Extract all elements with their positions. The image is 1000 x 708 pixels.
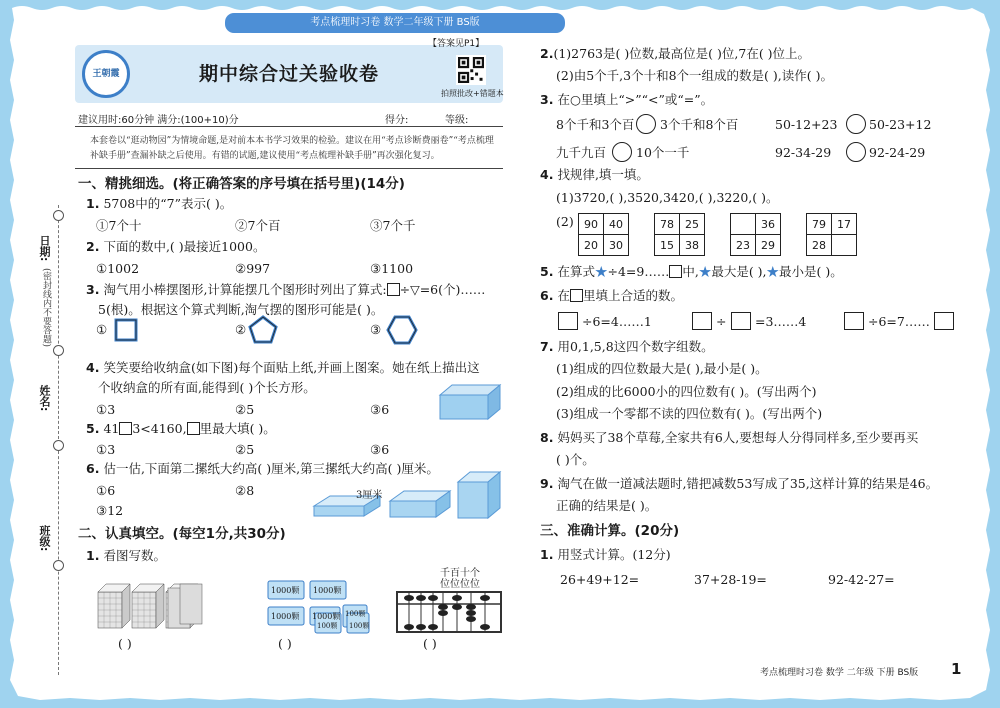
q7-part3: (3)组成一个零都不读的四位数有( )。(写出两个): [556, 406, 823, 421]
fill-question-1: 1. 看图写数。: [86, 548, 166, 563]
hundred-flats-icon: [166, 580, 212, 632]
blank-box: [669, 265, 682, 278]
star-icon: ★: [594, 264, 608, 279]
option[interactable]: ①3: [96, 402, 116, 417]
question-3: 3. 淘气用小棒摆图形,计算能摆几个图形时列出了算式: ÷▽=6(个)……: [86, 282, 486, 297]
page-number: 1: [951, 660, 962, 678]
paper-title: 期中综合过关验收卷: [198, 63, 379, 85]
compare-left: 92-34-29: [775, 145, 832, 160]
brand-logo: 王朝霞: [82, 50, 130, 98]
pattern-line-2-label: (2): [556, 214, 574, 229]
answer-ref: 【答案见P1】: [428, 39, 485, 49]
q8-cont: ( )个。: [556, 452, 595, 467]
section-3-heading: 三、准确计算。(20分): [540, 523, 680, 539]
answer-blank[interactable]: ( ): [278, 636, 292, 651]
option[interactable]: ②7个百: [235, 218, 281, 233]
storage-box-icon: [438, 383, 502, 421]
seal-ring: [53, 345, 64, 356]
abacus-icon: [395, 590, 503, 634]
number-grid-1: 90 40 20 30: [578, 213, 629, 256]
division-2a: ÷: [716, 314, 727, 329]
number-grid-4[interactable]: 79 17 28: [806, 213, 857, 256]
option[interactable]: ②: [235, 322, 247, 337]
compare-right: 10个一千: [636, 145, 690, 160]
height-label: 3厘米: [356, 490, 383, 501]
blank-box: [119, 422, 132, 435]
compare-left: 九千九百: [556, 145, 607, 160]
grade-label: 等级:: [445, 115, 469, 126]
answer-box[interactable]: [558, 312, 578, 330]
section-2-heading: 二、认真填空。(每空1分,共30分): [78, 526, 286, 542]
calc-question-1: 1. 用竖式计算。(12分): [540, 547, 671, 562]
compare-left: 50-12+23: [775, 117, 838, 132]
footer-text: 考点梳理时习卷 数学 二年级 下册 BS版: [760, 668, 919, 678]
blank-box: [570, 289, 583, 302]
option[interactable]: ③: [370, 322, 382, 337]
top-banner: 考点梳理时习卷 数学二年级下册 BS版: [225, 13, 565, 33]
division-1: ÷6=4……1: [582, 314, 652, 329]
option[interactable]: ①1002: [96, 261, 140, 276]
number-grid-2: 78 25 15 38: [654, 213, 705, 256]
option[interactable]: ③7个千: [370, 218, 416, 233]
option[interactable]: ①7个十: [96, 218, 142, 233]
seal-ring: [53, 210, 64, 221]
option[interactable]: ②997: [235, 261, 271, 276]
intro-text: 本套卷以“逛动物园”为情境命题,是对前本本书学习效果的检验。建议在用“考点诊断费丽卷”“考点梳理补缺手册”查漏补缺之后使用。有错的试题,建议使用“考点梳理补缺手册”再次强化复习。: [90, 136, 494, 161]
calc-expression: 37+28-19=: [694, 572, 767, 587]
name-label: 姓名:: [38, 385, 51, 412]
question-5: 5. 41 3<4160, 里最大填( )。: [86, 421, 276, 436]
paper-stack-2-icon: [388, 483, 454, 521]
answer-box[interactable]: [934, 312, 954, 330]
answer-blank[interactable]: ( ): [423, 636, 437, 651]
pattern-line-1: (1)3720,( ),3520,3420,( ),3220,( )。: [556, 190, 779, 205]
calc-expression: 92-42-27=: [828, 572, 895, 587]
fill-question-9: 9. 淘气在做一道减法题时,错把减数53写成了35,这样计算的结果是46。: [540, 476, 939, 491]
binding-note: (密封线内不要答题): [41, 268, 51, 348]
option[interactable]: ①6: [96, 483, 116, 498]
option[interactable]: ③6: [370, 442, 390, 457]
pentagon-sticks-icon: [248, 315, 278, 345]
star-icon: ★: [766, 264, 780, 279]
fill-question-2: 2.(1)2763是( )位数,最高位是( )位,7在( )位上。: [540, 46, 811, 61]
compare-circle[interactable]: [846, 142, 866, 162]
compare-right: 92-24-29: [869, 145, 926, 160]
jar-label: 100颗: [317, 622, 338, 630]
division-2b: =3……4: [755, 314, 807, 329]
option[interactable]: ③1100: [370, 261, 414, 276]
jar-label: 1000颗: [271, 612, 300, 621]
fill-question-5: 5. 在算式★÷4=9…… 中,★最大是( ),★最小是( )。: [540, 264, 843, 279]
date-label: 日期:: [38, 235, 51, 262]
answer-box[interactable]: [731, 312, 751, 330]
option[interactable]: ①: [96, 322, 108, 337]
qr-code-icon[interactable]: [456, 55, 486, 85]
option[interactable]: ③6: [370, 402, 390, 417]
compare-right: 3个千和8个百: [660, 117, 739, 132]
question-3-cont: 5(根)。根据这个算式判断,淘气摆的图形可能是( )。: [98, 302, 384, 317]
q7-part2: (2)组成的比6000小的四位数有( )。(写出两个): [556, 384, 817, 399]
question-6: 6. 估一估,下面第二摞纸大约高( )厘米,第三摞纸大约高( )厘米。: [86, 461, 439, 476]
time-score-info: 建议用时:60分钟 满分:(100+10)分: [78, 115, 239, 126]
jar-label: 1000颗: [313, 586, 342, 595]
abacus-header-2: 位位位位: [440, 579, 480, 590]
answer-blank[interactable]: ( ): [118, 636, 132, 651]
fill-question-8: 8. 妈妈买了38个草莓,全家共有6人,要想每人分得同样多,至少要再买: [540, 430, 919, 445]
title-banner: [75, 45, 503, 103]
q9-cont: 正确的结果是( )。: [556, 498, 658, 513]
fill-question-6: 6. 在 里填上合适的数。: [540, 288, 683, 303]
fill-question-2-part2: (2)由5个千,3个十和8个一组成的数是( ),读作( )。: [556, 68, 833, 83]
option[interactable]: ②8: [235, 483, 255, 498]
divider: [75, 168, 503, 169]
star-icon: ★: [698, 264, 712, 279]
calc-expression: 26+49+12=: [560, 572, 640, 587]
compare-circle[interactable]: [636, 114, 656, 134]
option[interactable]: ③12: [96, 503, 124, 518]
question-4: 4. 笑笑要给收纳盒(如下图)每个面贴上纸,并画上图案。她在纸上描出这: [86, 360, 480, 375]
option[interactable]: ①3: [96, 442, 116, 457]
qr-note: 拍照批改+错题本: [441, 89, 504, 98]
jar-label: 100颗: [345, 610, 366, 618]
class-label: 班级:: [38, 525, 51, 552]
fill-question-3: 3. 在○里填上“>”“<”或“=”。: [540, 92, 714, 107]
compare-circle[interactable]: [612, 142, 632, 162]
divider: [75, 126, 503, 127]
option[interactable]: ②5: [235, 442, 255, 457]
blank-box: [187, 422, 200, 435]
jar-label: 1000颗: [312, 612, 341, 621]
answer-box[interactable]: [844, 312, 864, 330]
jar-label: 100颗: [349, 622, 370, 630]
compare-left: 8个千和3个百: [556, 117, 635, 132]
question-4-cont: 个收纳盒的所有面,能得到( )个长方形。: [98, 380, 316, 395]
compare-circle[interactable]: [846, 114, 866, 134]
option[interactable]: ②5: [235, 402, 255, 417]
question-1: 1. 5708中的“7”表示( )。: [86, 196, 233, 211]
number-grid-3[interactable]: 36 23 29: [730, 213, 781, 256]
paper-stack-3-icon: [456, 468, 502, 522]
section-1-heading: 一、精挑细选。(将正确答案的序号填在括号里)(14分): [78, 176, 405, 192]
answer-box[interactable]: [692, 312, 712, 330]
hexagon-sticks-icon: [386, 315, 418, 345]
fill-question-4: 4. 找规律,填一填。: [540, 167, 649, 182]
square-sticks-icon: [113, 317, 139, 343]
q7-part1: (1)组成的四位数最大是( ),最小是( )。: [556, 361, 768, 376]
score-label: 得分:: [385, 115, 409, 126]
seal-ring: [53, 560, 64, 571]
jar-label: 1000颗: [271, 586, 300, 595]
blank-box: [387, 283, 400, 296]
abacus-header: 千百十个: [440, 568, 480, 579]
fill-question-7: 7. 用0,1,5,8这四个数字组数。: [540, 339, 714, 354]
seal-ring: [53, 440, 64, 451]
question-2: 2. 下面的数中,( )最接近1000。: [86, 239, 266, 254]
compare-right: 50-23+12: [869, 117, 932, 132]
division-3: ÷6=7……: [868, 314, 930, 329]
